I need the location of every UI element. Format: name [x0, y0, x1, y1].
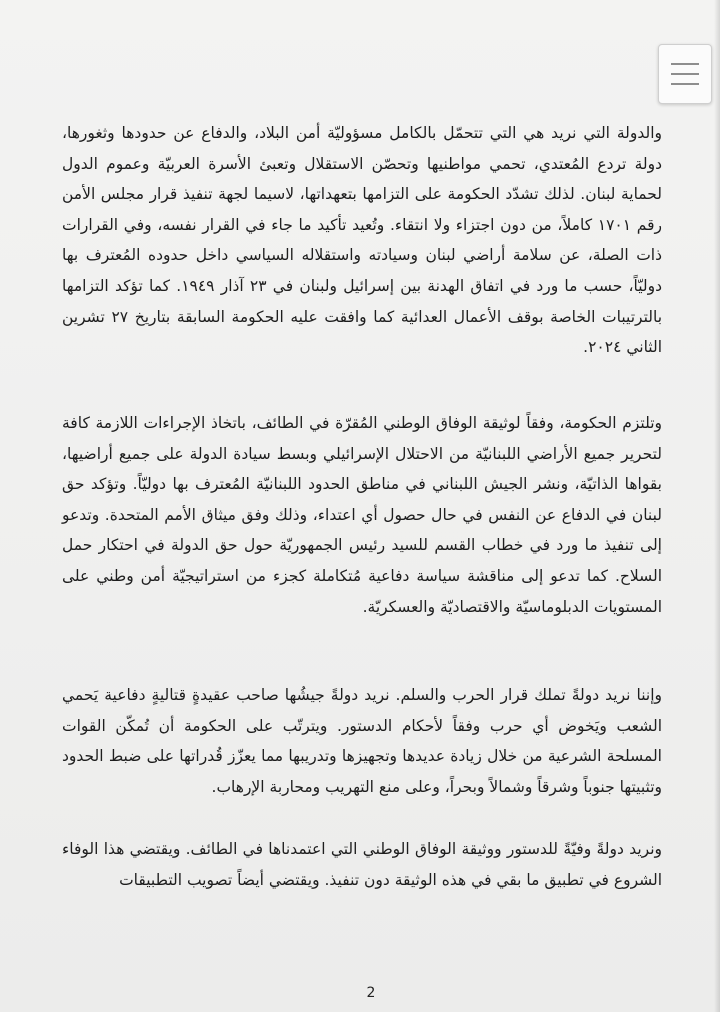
- paragraph-text: وتلتزم الحكومة، وفقاً لوثيقة الوفاق الوطني المُقرّة في الطائف، باتخاذ الإجراءات اللازمة كافة لتحرير جميع الأراضي اللبنانيّة من الاحتلال الإسرائيلي وبسط سيادة الدولة على جميع أراضيها، بقواها الذاتيّة، ونشر الجيش اللبناني في مناطق الحدود اللبنانيّة المُعترف بها دوليّاً. وتؤكد حق لبنان في الدفاع عن النفس في حال حصول أي اعتداء، وذلك وفق ميثاق الأمم المتحدة. وتدعو إلى تنفيذ ما ورد في خطاب القسم للسيد رئيس الجمهوريّة حول حق الدولة في احتكار حمل السلاح. كما تدعو إلى مناقشة سياسة دفاعية مُتكاملة كجزء من استراتيجيّة أمن وطني على المستويات الدبلوماسيّة والاقتصاديّة والعسكريّة.: [62, 414, 662, 616]
- page-edge-shadow: [714, 0, 720, 1012]
- hamburger-menu-icon: [671, 83, 699, 85]
- paragraph-text: وإننا نريد دولةً تملك قرار الحرب والسلم. نريد دولةً جيشُها صاحب عقيدةٍ قتاليةٍ دفاعية يَحمي الشعب ويَخوض أي حرب وفقاً لأحكام الدستور. ويترتّب على الحكومة أن تُمكّن القوات المسلحة الشرعية من خلال زيادة عديدها وتجهيزها وتدريبها مما يعزّز قُدراتها على ضبط الحدود وتثبيتها جنوباً وشرقاً وشمالاً وبحراً، وعلى منع التهريب ومحاربة الإرهاب.: [62, 686, 662, 796]
- paragraph-text: والدولة التي نريد هي التي تتحمّل بالكامل مسؤوليّة أمن البلاد، والدفاع عن حدودها وثغورها، دولة تردع المُعتدي، تحمي مواطنيها وتحصّن الاستقلال وتعبئ الأسرة العربيّة وعموم الدول لحماية لبنان. لذلك تشدّد الحكومة على التزامها بتعهداتها، لاسيما لجهة تنفيذ قرار مجلس الأمن رقم ١٧٠١ كاملاً، من دون اجتزاء ولا انتقاء. وتُعيد تأكيد ما جاء في القرار نفسه، وفي القرارات ذات الصلة، عن سلامة أراضي لبنان وسيادته واستقلاله السياسي داخل حدوده المُعترف بها دوليّاً، حسب ما ورد في اتفاق الهدنة بين إسرائيل ولبنان في ٢٣ آذار ١٩٤٩. كما تؤكد التزامها بالترتيبات الخاصة بوقف الأعمال العدائية كما وافقت عليه الحكومة السابقة بتاريخ ٢٧ تشرين الثاني ٢٠٢٤.: [62, 124, 663, 357]
- hamburger-menu-icon: [671, 73, 699, 75]
- paragraph-text: ونريد دولةً وفيّةً للدستور ووثيقة الوفاق الوطني التي اعتمدناها في الطائف. ويقتضي هذا الوفاء الشروع في تطبيق ما بقي في هذه الوثيقة دون تنفيذ. ويقتضي أيضاً تصويب التطبيقات: [62, 840, 662, 889]
- paragraph-2: [62, 408, 662, 622]
- page-number: 2: [366, 985, 376, 1001]
- hamburger-menu-icon: [671, 63, 699, 65]
- paragraph-3: [62, 680, 662, 802]
- paragraph-4: [62, 834, 662, 895]
- menu-button[interactable]: [658, 44, 712, 104]
- paragraph-1: [62, 118, 662, 363]
